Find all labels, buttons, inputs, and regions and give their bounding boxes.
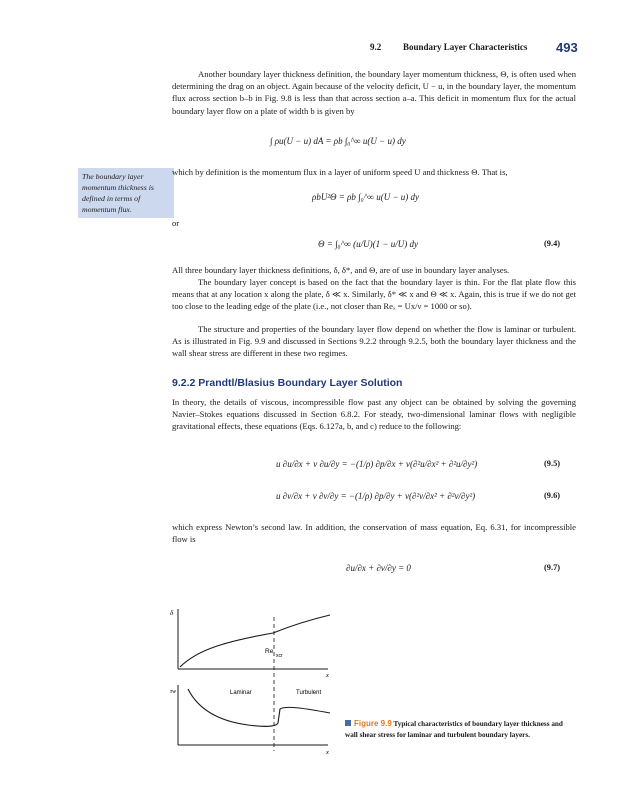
equation-momentum-deficit: ∫ ρu(U − u) dA = ρb ∫₀^∞ u(U − u) dy [270, 136, 406, 146]
caption-text: Typical characteristics of boundary layer thickness and wall shear stress for laminar and turbulent boundary layers. [345, 720, 563, 739]
paragraph-three-definitions: All three boundary layer thickness definitions, δ, δ*, and Θ, are of use in boundary layer analyses. [172, 265, 510, 275]
paragraph-momentum-flux: which by definition is the momentum flux in a layer of uniform speed U and thickness Θ. That is, [172, 167, 508, 177]
margin-note: The boundary layer momentum thickness is defined in terms of momentum flux. [78, 168, 174, 218]
equation-9-6: u ∂v/∂x + v ∂v/∂y = −(1/ρ) ∂p/∂y + ν(∂²v/∂x² + ∂²v/∂y²) [276, 491, 476, 501]
equation-number-9-4: (9.4) [544, 239, 561, 248]
section-heading: 9.2.2 Prandtl/Blasius Boundary Layer Solution [172, 377, 403, 389]
x-axis-label-top: x [326, 672, 329, 679]
paragraph-laminar-turbulent: The structure and properties of the boundary layer flow depend on whether the flow is laminar or turbulent. As is illustrated in Fig. 9.9 and discussed in Sections 9.2.2 through 9.2.5, both the boundary layer thickness and the wall shear stress are different in these two regimes. [172, 324, 576, 359]
equation-9-5: u ∂u/∂x + v ∂u/∂y = −(1/ρ) ∂p/∂x + ν(∂²u/∂x² + ∂²u/∂y²) [276, 459, 478, 469]
caption-square-icon [345, 720, 351, 726]
turbulent-label: Turbulent [296, 690, 322, 696]
tau-label: τw [170, 689, 177, 695]
equation-theta-definition: ρbU²Θ = ρb ∫₀^∞ u(U − u) dy [312, 192, 420, 202]
figure-caption [345, 719, 565, 740]
paragraph-navier-stokes: In theory, the details of viscous, incompressible flow past any object can be obtained by solving the governing Navier–Stokes equations discussed in Section 6.8.2. For steady, two-dimensional laminar flows with negligible gravitational effects, these equations (Eqs. 6.127a, b, and c) reduce to the following: [172, 397, 576, 432]
equation-9-4: Θ = ∫₀^∞ (u/U)(1 − u/U) dy [318, 239, 418, 249]
equation-number-9-5: (9.5) [544, 459, 561, 468]
delta-curve [180, 615, 330, 667]
re-subscript: xcr [276, 653, 283, 659]
re-label: Re [265, 648, 274, 655]
section-title: Boundary Layer Characteristics [403, 42, 528, 52]
delta-label: δ [170, 609, 174, 617]
page-number: 493 [556, 40, 578, 55]
section-number: 9.2 [370, 42, 382, 52]
equation-number-9-6: (9.6) [544, 491, 561, 500]
laminar-label: Laminar [230, 690, 252, 696]
paragraph-momentum-thickness: Another boundary layer thickness definition, the boundary layer momentum thickness, Θ, is often used when determining the drag on an object. Again because of the velocity deficit, U − u, in the boundary layer, the momentum flux across section b–b in Fig. 9.8 is less than that across section a–a. This deficit in momentum flux for the actual boundary layer flow on a plate of width b is given by [172, 69, 576, 116]
caption-label: Figure 9.9 [354, 719, 392, 728]
running-header [0, 40, 624, 56]
equation-9-7: ∂u/∂x + ∂v/∂y = 0 [346, 563, 411, 573]
equation-number-9-7: (9.7) [544, 563, 561, 572]
figure-boundary-layer [168, 605, 348, 755]
word-or: or [172, 218, 180, 228]
paragraph-conservation-mass: which express Newton’s second law. In addition, the conservation of mass equation, Eq. 6.31, for incompressible flow is [172, 522, 576, 545]
paragraph-thin-layer: The boundary layer concept is based on the fact that the boundary layer is thin. For the flat plate flow this means that at any location x along the plate, δ ≪ x. Similarly, δ* ≪ x and Θ ≪ x. Again, this is true if we do not get too close to the leading edge of the plate (i.e., not closer than Reₓ = Ux/ν = 1000 or so). [172, 277, 576, 312]
x-axis-label-bottom: x [326, 749, 329, 755]
